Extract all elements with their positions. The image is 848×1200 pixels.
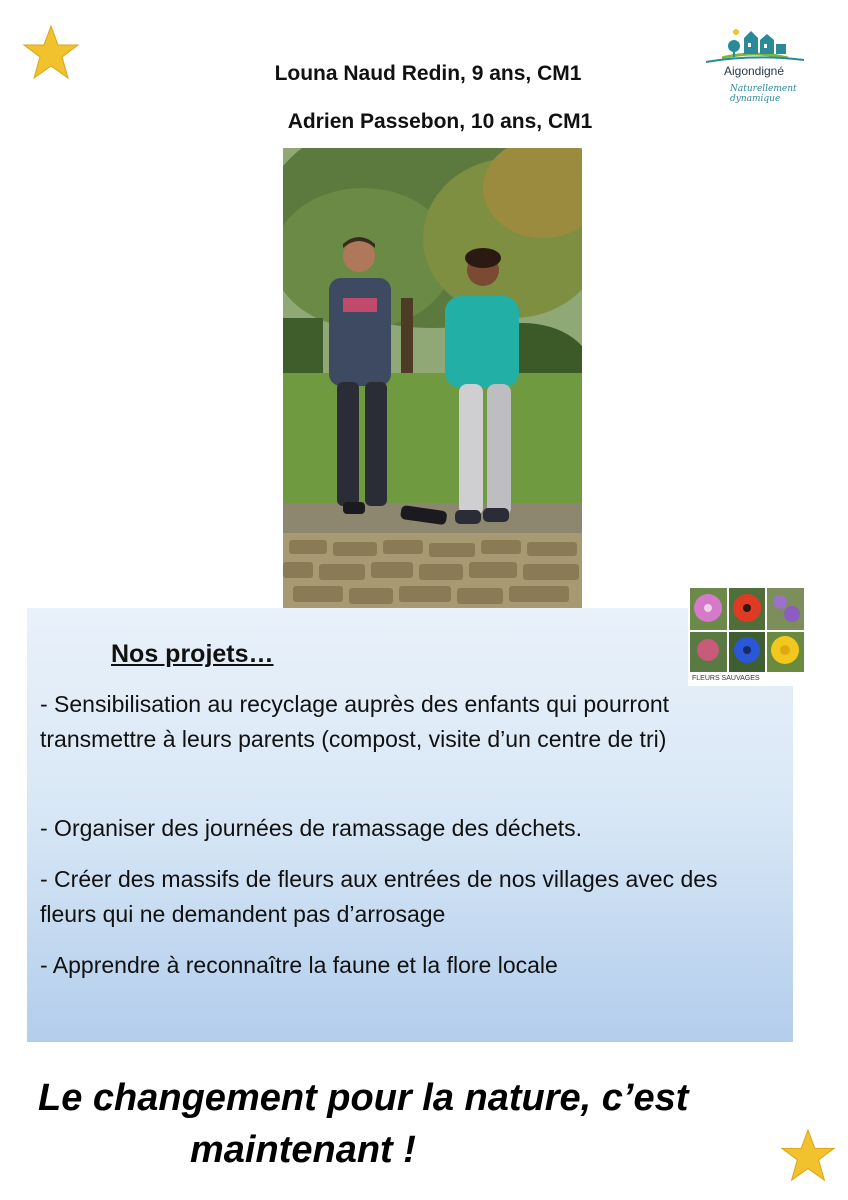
logo-mark-icon [692,24,816,66]
children-photo [283,148,582,608]
slogan-line-2: maintenant ! [190,1129,416,1171]
flowers-caption: FLEURS SAUVAGES [692,675,760,682]
project-item-cleanup: - Organiser des journées de ramassage des déchets. [40,815,583,841]
project-item-recycling: - Sensibilisation au recyclage auprès des enfants qui pourront transmettre à leurs parents (compost, visite d’un centre de tri) [40,691,670,752]
aigondigne-logo [692,24,816,102]
slogan-line-1: Le changement pour la nature, c’est [38,1077,689,1119]
logo-name: Aigondigné [723,64,785,78]
child-name-adrien: Adrien Passebon, 10 ans, CM1 [287,110,593,133]
wildflowers-image [688,586,806,686]
logo-slogan: Naturellement dynamique [730,84,797,104]
project-item-wildlife: - Apprendre à reconnaître la faune et la flore locale [40,952,558,978]
projects-heading: Nos projets… [111,640,274,668]
slogan [38,1072,798,1176]
child-name-louna: Louna Naud Redin, 9 ans, CM1 [274,62,582,85]
project-item-flowerbeds: - Créer des massifs de fleurs aux entrées de nos villages avec des fleurs qui ne demandent pas d’arrosage [40,866,718,927]
